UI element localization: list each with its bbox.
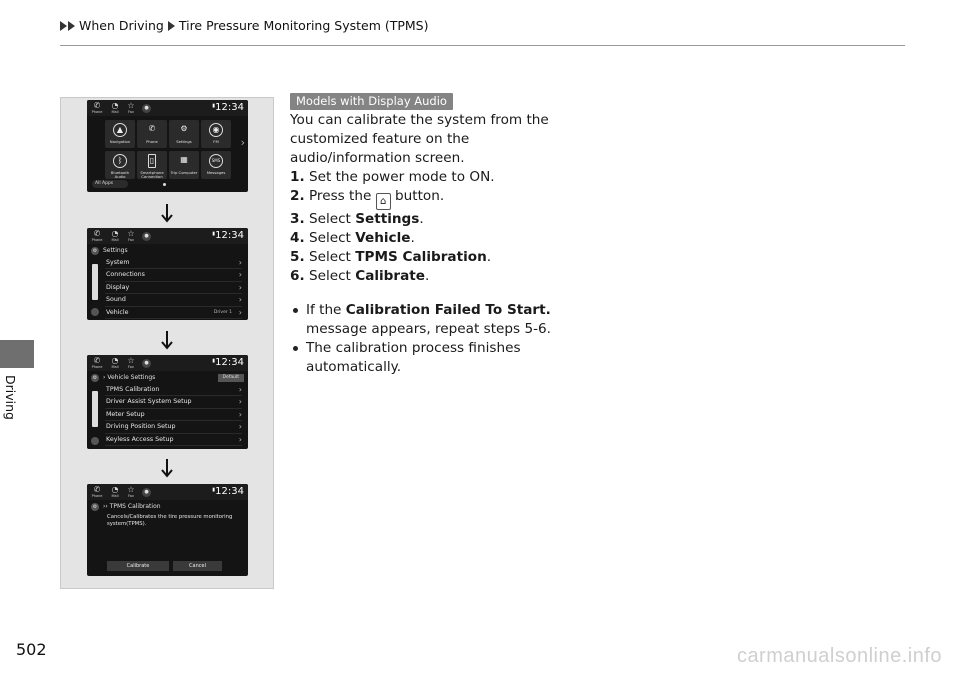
chevron-right-icon: › (238, 307, 242, 317)
fav-icon: ☆ Fav (127, 485, 135, 498)
clock: 12:34 (215, 230, 244, 241)
mail-icon: ◔ Mail (111, 356, 119, 369)
list-item-tpms-calibration[interactable]: TPMS Calibration › (105, 384, 242, 396)
bluetooth-icon: ᛒ (113, 154, 127, 168)
signal-icon: ▮ (212, 231, 215, 237)
signal-icon: ▮ (212, 358, 215, 364)
chevron-right-icon: › (238, 258, 242, 267)
signal-icon: ▮ (212, 103, 215, 109)
app-tile-trip-computer[interactable]: ▦ Trip Computer (169, 151, 199, 179)
list-item-meter-setup[interactable]: Meter Setup › (105, 409, 242, 421)
scrollbar[interactable] (92, 391, 98, 427)
calibrate-button[interactable]: Calibrate (107, 561, 169, 571)
chevron-right-icon: › (238, 422, 242, 432)
step-5: 5. Select TPMS Calibration. (290, 249, 492, 265)
settings-list (105, 257, 242, 319)
home-screen (87, 100, 248, 192)
chevron-right-icon: › (238, 282, 242, 292)
chevron-right-icon[interactable]: › (240, 136, 245, 149)
default-button[interactable]: Default (218, 374, 244, 382)
home-icon: ⌂ (376, 193, 391, 210)
chevron-right-icon: › (238, 434, 242, 444)
radio-icon: ◉ (209, 123, 223, 137)
step-2: 2. Press the ⌂ button. (290, 187, 590, 210)
app-tile-settings[interactable]: ⚙ Settings (169, 120, 199, 148)
list-item-sound[interactable]: Sound › (105, 294, 242, 306)
settings-screen (87, 228, 248, 320)
clock: 12:34 (215, 486, 244, 497)
mic-icon: ● (142, 359, 151, 368)
breadcrumb-item-when-driving[interactable]: When Driving (79, 18, 164, 33)
breadcrumb-arrow-icon (168, 21, 175, 31)
section-label-text: Driving (2, 375, 18, 420)
model-badge: Models with Display Audio (290, 93, 453, 110)
screen-title: ⚙ Settings (92, 247, 128, 254)
chevron-right-icon: ›› (103, 503, 110, 510)
chevron-right-icon: › (103, 374, 108, 381)
all-apps-button[interactable]: All Apps (92, 180, 128, 188)
note-calibration-failed: If the Calibration Failed To Start. message appears, repeat steps 5-6. (290, 301, 590, 339)
mail-icon: ◔ Mail (111, 229, 119, 242)
app-tile-bluetooth[interactable]: ᛒ Bluetooth Audio (105, 151, 135, 179)
mic-icon: ● (142, 232, 151, 241)
list-item-display[interactable]: Display › (105, 282, 242, 294)
down-arrow-icon (160, 203, 174, 223)
app-tile-phone[interactable]: ✆ Phone (137, 120, 167, 148)
app-tile-messages[interactable]: SMS Messages (201, 151, 231, 179)
lock-icon (91, 308, 99, 316)
instructions (290, 111, 590, 377)
header-divider (60, 45, 905, 46)
fav-icon: ☆ Fav (127, 356, 135, 369)
status-bar (87, 484, 248, 500)
vehicle-settings-screen (87, 355, 248, 449)
breadcrumb-arrow-icon (60, 21, 67, 31)
navigation-icon: ▲ (113, 123, 127, 137)
phone-icon: ✆ Phone (91, 229, 103, 242)
list-item-driver-assist[interactable]: Driver Assist System Setup › (105, 396, 242, 408)
app-tile-fm[interactable]: ◉ FM (201, 120, 231, 148)
smartphone-icon: ▯ (148, 154, 156, 168)
mail-icon: ◔ Mail (111, 485, 119, 498)
watermark: carmanualsonline.info (736, 645, 942, 667)
scrollbar[interactable] (92, 264, 98, 300)
list-item-system[interactable]: System › (105, 257, 242, 269)
chevron-right-icon: › (238, 397, 242, 407)
vehicle-settings-list (105, 384, 242, 446)
chevron-right-icon: › (238, 295, 242, 305)
step-3: 3. Select Settings. (290, 211, 424, 227)
clock: 12:34 (215, 357, 244, 368)
chevron-right-icon: › (238, 385, 242, 394)
phone-icon: ✆ Phone (91, 101, 103, 114)
mail-icon: ◔ Mail (111, 101, 119, 114)
calibration-description: Cancels/Calibrates the tire pressure monitoring system(TPMS). (107, 514, 233, 527)
step-1: 1. Set the power mode to ON. (290, 169, 495, 185)
cancel-button[interactable]: Cancel (173, 561, 222, 571)
clock: 12:34 (215, 102, 244, 113)
fav-icon: ☆ Fav (127, 101, 135, 114)
down-arrow-icon (160, 458, 174, 478)
intro-text: You can calibrate the system from the customized feature on the audio/information screen. (290, 112, 549, 166)
page-indicator (163, 183, 166, 186)
list-item-driving-position[interactable]: Driving Position Setup › (105, 421, 242, 433)
lock-icon (91, 437, 99, 445)
status-bar (87, 228, 248, 244)
step-6: 6. Select Calibrate. (290, 268, 430, 284)
section-tab (0, 340, 34, 368)
list-item-keyless-access[interactable]: Keyless Access Setup › (105, 434, 242, 446)
breadcrumb (60, 18, 429, 33)
phone-icon: ✆ Phone (91, 356, 103, 369)
list-item-vehicle[interactable]: Vehicle Driver 1 › (105, 307, 242, 319)
app-tile-smartphone[interactable]: ▯ Smartphone Connection (137, 151, 167, 179)
chevron-right-icon: › (238, 270, 242, 280)
status-bar (87, 100, 248, 116)
breadcrumb-item-tpms[interactable]: Tire Pressure Monitoring System (TPMS) (178, 18, 429, 33)
page-number: 502 (16, 640, 47, 659)
gear-icon: ⚙ (92, 374, 98, 381)
screen-title: ⚙ › Vehicle Settings Default (91, 373, 244, 383)
list-item-connections[interactable]: Connections › (105, 269, 242, 281)
fav-icon: ☆ Fav (127, 229, 135, 242)
gear-icon: ⚙ (180, 124, 188, 133)
mic-icon: ● (142, 488, 151, 497)
breadcrumb-arrow-icon (68, 21, 75, 31)
chevron-right-icon: › (238, 409, 242, 419)
step-4: 4. Select Vehicle. (290, 230, 415, 246)
screen-title: ⚙ ›› TPMS Calibration (92, 503, 161, 510)
status-bar (87, 355, 248, 371)
tpms-calibration-screen (87, 484, 248, 576)
trip-computer-icon: ▦ (180, 155, 188, 164)
mic-icon: ● (142, 104, 151, 113)
gear-icon: ⚙ (92, 247, 98, 254)
sms-icon: SMS (209, 154, 223, 168)
app-tile-navigation[interactable]: ▲ Navigation (105, 120, 135, 148)
signal-icon: ▮ (212, 487, 215, 493)
note-calibration-automatic: The calibration process finishes automatically. (290, 339, 590, 377)
down-arrow-icon (160, 330, 174, 350)
section-label (2, 370, 26, 430)
gear-icon: ⚙ (92, 503, 98, 510)
phone-icon: ✆ (148, 124, 156, 133)
phone-icon: ✆ Phone (91, 485, 103, 498)
